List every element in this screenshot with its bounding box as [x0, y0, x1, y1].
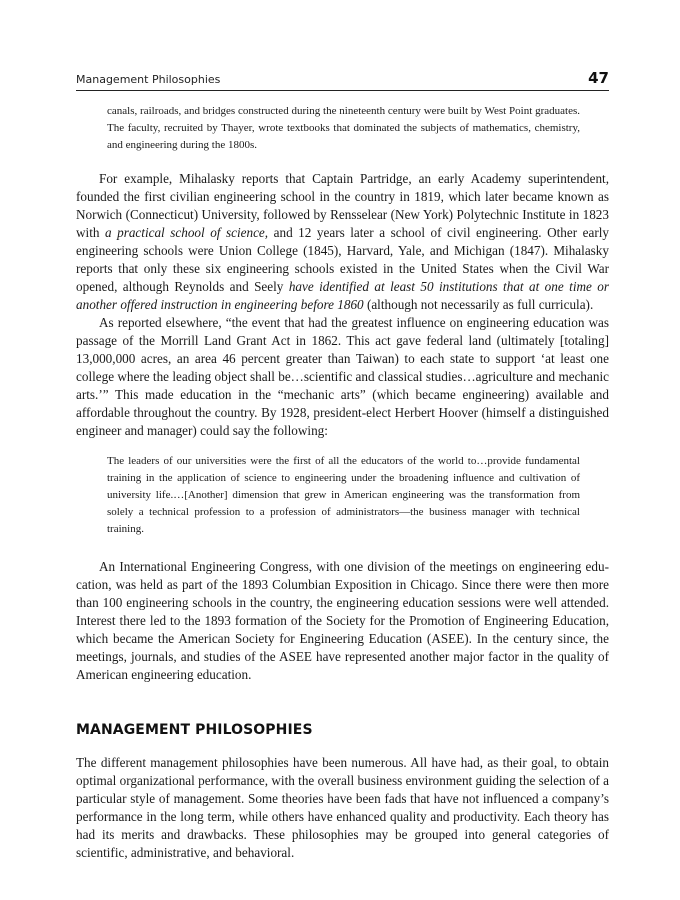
- block-quote-hoover: The leaders of our universities were the first of all the educators of the world to…provide fundamental training in the application of science to engineering under the broadening influence and cultivation of university life.…[Another] dimension that grew in American engineering was the transformation from solely a technical profession to a profession of administrators—the business manager with technical training.: [107, 455, 580, 535]
- page-content: [76, 103, 609, 862]
- paragraph-management-philosophies: The different management philosophies have been numerous. All have had, as their goal, to obtain optimal organizational performance, with the overall business environment guiding the selection of a particular style of management. Some theories have been fads that have not influenced a company’s performance in the long term, while others have enhanced quality and productivity. Each theory has had its merits and drawbacks. These philosophies may be grouped into general categories of scientific, administrative, and behavioral.: [76, 755, 609, 860]
- running-header: [76, 68, 609, 91]
- paragraph-text: For example, Mihalasky reports that Captain Partridge, an early Academy superintendent, founded the first civilian engineering school in the country in 1819, which later became known as Norwich (Connecticut) University, followed by Rensselear (New York) Polytechnic Institute in 1823 with: [76, 171, 609, 240]
- italic-phrase: a practical school of science,: [104, 225, 269, 240]
- block-quote-west-point: canals, railroads, and bridges constructed during the nineteenth century were built by West Point graduates. The faculty, recruited by Thayer, wrote textbooks that dominated the subjects of mathematics, chemistry, and engineering during the 1800s.: [107, 105, 580, 151]
- paragraph-text: and 12 years later a school of civil engineering. Other early engineering schools were Union College (1845), Harvard, Yale, and Michigan (1847). Mihalasky reports that only these six engineering schools existed in the United States when the Civil War opened, although Reynolds and Seely: [76, 225, 609, 294]
- page-number: 47: [588, 69, 609, 87]
- section-heading: MANAGEMENT PHILOSOPHIES: [76, 722, 313, 738]
- italic-phrase: have identified at least 50 institutions that at one time or another offered instruction in engineering before 1860: [76, 279, 610, 312]
- paragraph-morrill-act: As reported elsewhere, “the event that had the greatest influence on engineering education was passage of the Morrill Land Grant Act in 1862. This act gave federal land (ultimately [totaling] 13,000,000 acres, an area 46 percent greater than Taiwan) to each state to support ‘at least one college where the leading object shall be…scientific and classical studies…agriculture and mechanic arts.’” This made education in the “mechanic arts” (which became engineering) available and affordable throughout the country. By 1928, president-elect Herbert Hoover (himself a distinguished engineer and manager) could say the following:: [76, 315, 609, 438]
- paragraph-text: (although not necessarily as full curricula).: [363, 297, 594, 312]
- running-title: Management Philosophies: [76, 73, 221, 86]
- paragraph-engineering-congress: An International Engineering Congress, with one division of the meetings on engineering education, was held as part of the 1893 Columbian Exposition in Chicago. Since there were then more than 100 engineering schools in the country, the engineering education sessions were well attended. Interest there led to the 1893 formation of the Society for the Promotion of Engineering Education, which became the American Society for Engineering Education (ASEE). In the century since, the meetings, journals, and studies of the ASEE have represented another major factor in the quality of American engineering education.: [76, 559, 609, 682]
- paragraph-early-schools: [76, 170, 609, 314]
